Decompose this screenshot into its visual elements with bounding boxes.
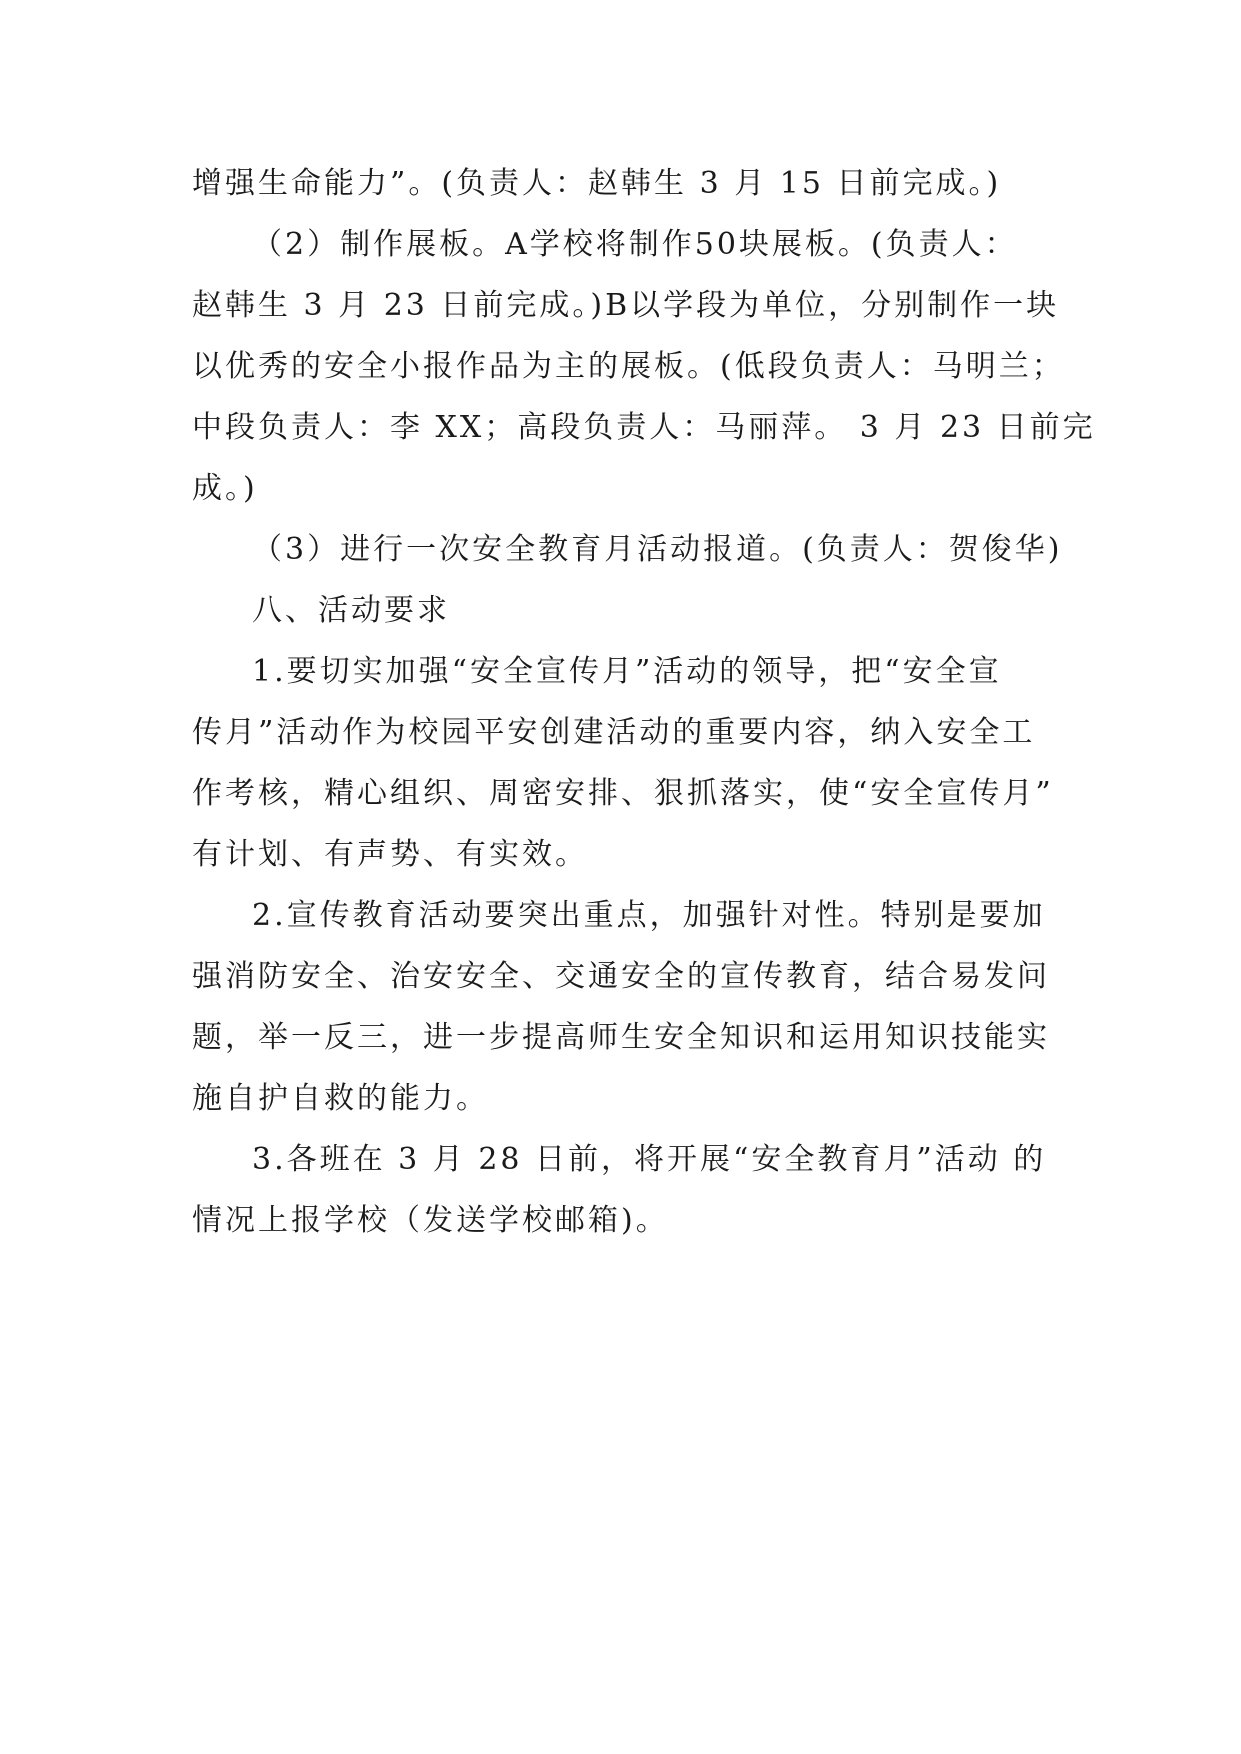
text-line: 中段负责人：李 XX；高段负责人：马丽萍。 3 月 23 日前完 xyxy=(192,410,1096,445)
text-line: 增强生命能力”。(负责人：赵韩生 3 月 15 日前完成。) xyxy=(192,166,1002,201)
text-line: 有计划、有声势、有实效。 xyxy=(192,837,588,872)
text-line: 作考核，精心组织、周密安排、狠抓落实，使“安全宣传月” xyxy=(192,776,1054,811)
text-line: 强消防安全、治安安全、交通安全的宣传教育，结合易发问 xyxy=(192,959,1050,994)
text-line: （3）进行一次安全教育月活动报道。(负责人：贺俊华) xyxy=(252,532,1063,567)
text-line: 成。) xyxy=(192,471,258,506)
text-line: 施自护自救的能力。 xyxy=(192,1081,489,1116)
text-line: 2.宣传教育活动要突出重点，加强针对性。特别是要加 xyxy=(252,898,1046,933)
text-line: 1.要切实加强“安全宣传月”活动的领导，把“安全宣 xyxy=(252,654,1002,689)
section-heading: 八、活动要求 xyxy=(252,593,450,628)
text-line: （2）制作展板。A学校将制作50块展板。(负责人： xyxy=(252,227,1018,262)
text-line: 以优秀的安全小报作品为主的展板。(低段负责人：马明兰； xyxy=(192,349,1065,384)
text-line: 情况上报学校（发送学校邮箱)。 xyxy=(192,1203,669,1238)
text-line: 题，举一反三，进一步提高师生安全知识和运用知识技能实 xyxy=(192,1020,1050,1055)
text-line: 赵韩生 3 月 23 日前完成。)B以学段为单位，分别制作一块 xyxy=(192,288,1060,323)
text-line: 3.各班在 3 月 28 日前，将开展“安全教育月”活动 的 xyxy=(252,1142,1047,1177)
text-line: 传月”活动作为校园平安创建活动的重要内容，纳入安全工 xyxy=(192,715,1036,750)
